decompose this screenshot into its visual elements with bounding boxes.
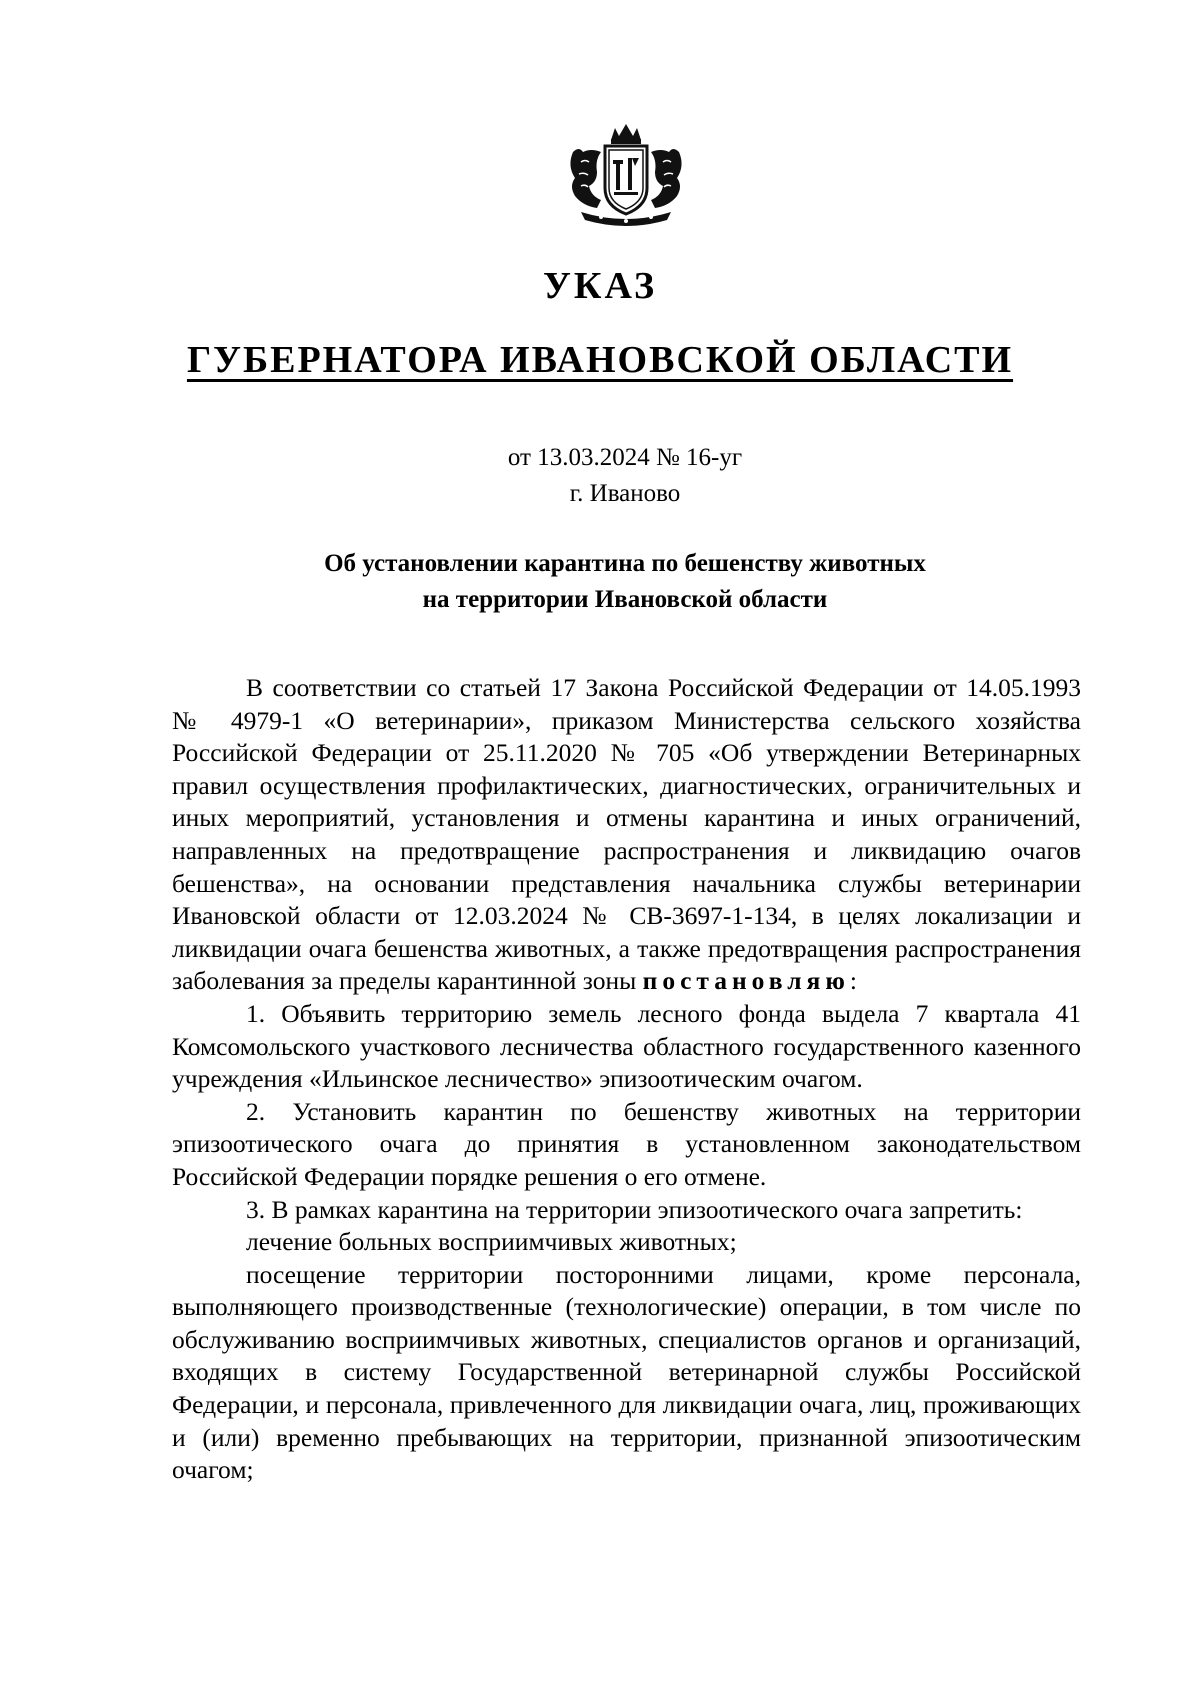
preamble-paragraph [172,672,1081,998]
item-1-paragraph: 1. Объявить территорию земель лесного фонда выдела 7 квартала 41 Комсомольского участкового лесничества областного государственного казенного учреждения «Ильинское лесничество» эпизоотическим очагом. [172,998,1081,1094]
decree-colon: : [849,966,857,996]
item-3-paragraph: 3. В рамках карантина на территории эпизоотического очага запретить: [246,1194,1023,1224]
subject-line-2: на территории Ивановской области [422,586,828,613]
ban-1-paragraph: лечение больных восприимчивых животных; [246,1227,737,1257]
ban-2-paragraph: посещение территории посторонними лицами, кроме персонала, выполняющего производственные (технологические) операции, в том числе по обслуживанию восприимчивых животных, специалистов органов и организаций, входящих в систему Государственной ветеринарной службы Российской Федерации, и персонала, привлеченного для ликвидации очага, лиц, проживающих и (или) временно пребывающих на территории, признанной эпизоотическим очагом; [172,1259,1081,1485]
decree-word: постановляю [642,966,850,996]
subject-line-1: Об установлении карантина по бешенству животных [324,550,926,577]
ivanovo-coat-of-arms-icon [561,122,691,228]
document-date-number: от 13.03.2024 № 16-уг [507,444,743,471]
item-2-paragraph: 2. Установить карантин по бешенству животных на территории эпизоотического очага до принятия в установленном законодательством Российской Федерации порядке решения о его отмене. [172,1096,1081,1191]
document-subject [0,546,1200,618]
document-city: г. Иваново [569,480,681,507]
document-title: УКАЗ [543,265,657,307]
issuer-title: ГУБЕРНАТОРА ИВАНОВСКОЙ ОБЛАСТИ [186,339,1014,381]
preamble-text: В соответствии со статьей 17 Закона Российской Федерации от 14.05.1993 № 4979-1 «О ветеринарии», приказом Министерства сельского хозяйства Российской Федерации от 25.11.2020 № 705 «Об утверждении Ветеринарных правил осуществления профилактических, диагностических, ограничительных и иных мероприятий, установления и отмены карантина и иных ограничений, направленных на предотвращение распространения и ликвидацию очагов бешенства», на основании представления начальника службы ветеринарии Ивановской области от 12.03.2024 № СВ-3697-1-134, в целях локализации и ликвидации очага бешенства животных, а также предотвращения распространения заболевания за пределы карантинной зоны [172,673,1081,996]
document-body [172,672,1081,1487]
